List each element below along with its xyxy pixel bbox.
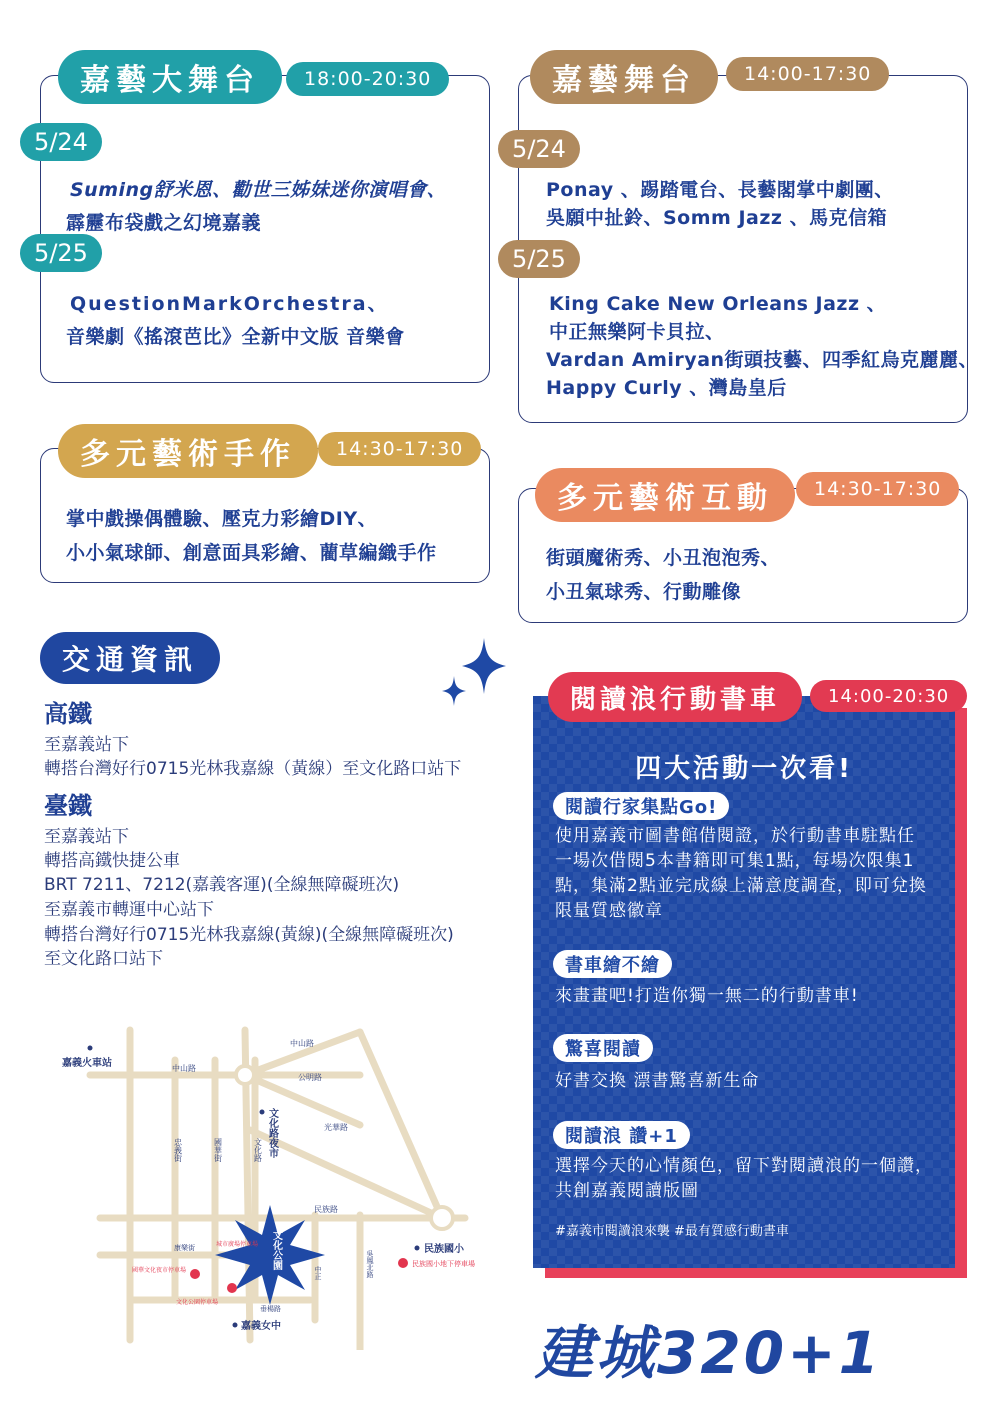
tra-line-3: BRT 7211、7212(嘉義客運)(全線無障礙班次) (44, 875, 400, 895)
map-label-guanghua: 光華路 (324, 1123, 348, 1132)
big-stage-date-1: 5/24 (20, 123, 102, 161)
book-truck-panel (533, 696, 955, 1268)
interact-line-1: 街頭魔術秀、小丑泡泡秀、 (546, 547, 781, 569)
book-truck-item-1-line-4: 限量質感徽章 (555, 901, 663, 921)
craft-title: 多元藝術手作 (58, 424, 318, 478)
big-stage-date-2: 5/25 (20, 234, 102, 272)
stage-d2-line-2: 中正無樂阿卡貝拉、 (549, 321, 725, 343)
book-truck-item-4-line-2: 共創嘉義閱讀版圖 (555, 1181, 699, 1201)
book-truck-item-3-label: 驚喜閱讀 (553, 1034, 653, 1062)
map-label-station: 嘉義火車站 (62, 1058, 112, 1069)
map-label-park: 文化公園 (270, 1230, 282, 1270)
book-truck-headline: 四大活動一次看! (635, 754, 853, 784)
map-label-wenhua-rd: 文化路 (253, 1138, 263, 1162)
interact-line-2: 小丑氣球秀、行動雕像 (546, 581, 742, 603)
map-label-kangle: 康樂街 (174, 1244, 195, 1252)
stage-d2-line-3: Vardan Amiryan街頭技藝、四季紅烏克麗麗、 (546, 349, 979, 371)
book-truck-item-4-line-1: 選擇今天的心情顏色，留下對閱讀浪的一個讚， (555, 1156, 933, 1176)
stage-d2-line-4: Happy Curly 、灣島皇后 (546, 377, 787, 399)
stage-title: 嘉藝舞台 (530, 50, 718, 104)
traffic-title: 交通資訊 (40, 632, 220, 684)
book-truck-item-1-line-1: 使用嘉義市圖書館借閱證，於行動書車駐點任 (555, 826, 915, 846)
craft-line-1: 掌中戲操偶體驗、壓克力彩繪DIY、 (66, 508, 378, 530)
map-label-minzu: 民族路 (314, 1205, 338, 1214)
map-label-night-market: 文化路夜市 (266, 1108, 278, 1158)
stage-d1-line-1: Ponay 、踢踏電台、長藝閣掌中劇團、 (546, 179, 894, 201)
tra-line-4: 至嘉義市轉運中心站下 (44, 900, 214, 920)
craft-time: 14:30-17:30 (318, 432, 481, 466)
map-label-minzu-parking: 民族國小地下停車場 (412, 1260, 475, 1268)
craft-line-2: 小小氣球師、創意面具彩繪、藺草編織手作 (66, 542, 437, 564)
big-stage-time: 18:00-20:30 (286, 62, 449, 96)
stage-d2-line-1: King Cake New Orleans Jazz 、 (549, 293, 887, 315)
map-label-guohua: 國華街 (213, 1138, 223, 1162)
big-stage-d2-line-2: 音樂劇《搖滾芭比》全新中文版 音樂會 (66, 326, 405, 348)
sparkle-icon (440, 636, 510, 712)
book-truck-title: 閱讀浪行動書車 (548, 672, 802, 722)
map-label-zhongyi: 忠義街 (173, 1138, 183, 1162)
interact-time: 14:30-17:30 (796, 472, 959, 506)
book-truck-time: 14:00-20:30 (810, 680, 967, 712)
map-label-zhong-st: 中正 (314, 1266, 322, 1280)
map-label-park-parking: 文化公園停車場 (176, 1299, 219, 1306)
book-truck-item-2-label: 書車繪不繪 (553, 950, 672, 978)
tra-title: 臺鐵 (44, 792, 92, 820)
map-label-city-parking: 城市廣場停車場 (216, 1241, 259, 1248)
tra-line-6: 至文化路口站下 (44, 949, 163, 969)
tra-line-5: 轉搭台灣好行0715光林我嘉線(黃線)(全線無障礙班次) (44, 925, 454, 945)
map-label-chuiyang: 垂楊路 (260, 1305, 281, 1313)
book-truck-item-1-line-3: 點，集滿2點並完成線上滿意度調查，即可兌換 (555, 876, 927, 896)
hsr-line-2: 轉搭台灣好行0715光林我嘉線（黃線）至文化路口站下 (44, 759, 462, 779)
stage-date-1: 5/24 (498, 130, 580, 168)
stage-date-2: 5/25 (498, 240, 580, 278)
big-stage-d2-line-1: QuestionMarkOrchestra、 (70, 293, 389, 315)
big-stage-d1-line-2: 霹靂布袋戲之幻境嘉義 (66, 212, 262, 234)
map-label-girls-school: 嘉義女中 (241, 1321, 281, 1332)
big-stage-d1-line-1: Suming舒米恩、勸世三姊妹迷你演唱會、 (70, 179, 447, 201)
map-label-guohua-parking: 國華文化夜市停車場 (132, 1267, 187, 1274)
hsr-title: 高鐵 (44, 700, 92, 728)
interact-title: 多元藝術互動 (535, 468, 795, 522)
book-truck-item-2-line-1: 來畫畫吧!打造你獨一無二的行動書車! (555, 986, 859, 1006)
map-label-wufeng: 吳鳳北路 (366, 1250, 374, 1278)
book-truck-item-1-line-2: 一場次借閱5本書籍即可集1點，每場次限集1 (555, 851, 915, 871)
tra-line-2: 轉搭高鐵快捷公車 (44, 851, 180, 871)
book-truck-hashtags: #嘉義市閱讀浪來襲 #最有質感行動書車 (555, 1224, 789, 1239)
stage-time: 14:00-17:30 (726, 57, 889, 91)
map-label-gongming: 公明路 (298, 1073, 322, 1082)
map-label-minzu-school: 民族國小 (424, 1244, 464, 1255)
map-label-zhongshan-2: 中山路 (290, 1039, 314, 1048)
hsr-line-1: 至嘉義站下 (44, 735, 129, 755)
map-label-zhongshan-1: 中山路 (172, 1064, 196, 1073)
book-truck-item-3-line-1: 好書交換 漂書驚喜新生命 (555, 1071, 760, 1091)
location-map (50, 1020, 500, 1350)
book-truck-item-4-label: 閱讀浪 讚+1 (553, 1121, 690, 1149)
stage-d1-line-2: 吳願中扯鈴、Somm Jazz 、馬克信箱 (546, 207, 888, 229)
big-stage-title: 嘉藝大舞台 (58, 50, 282, 104)
book-truck-item-1-label: 閱讀行家集點Go! (553, 792, 729, 820)
anniversary-logo: 建城320+1 (535, 1319, 883, 1387)
tra-line-1: 至嘉義站下 (44, 827, 129, 847)
